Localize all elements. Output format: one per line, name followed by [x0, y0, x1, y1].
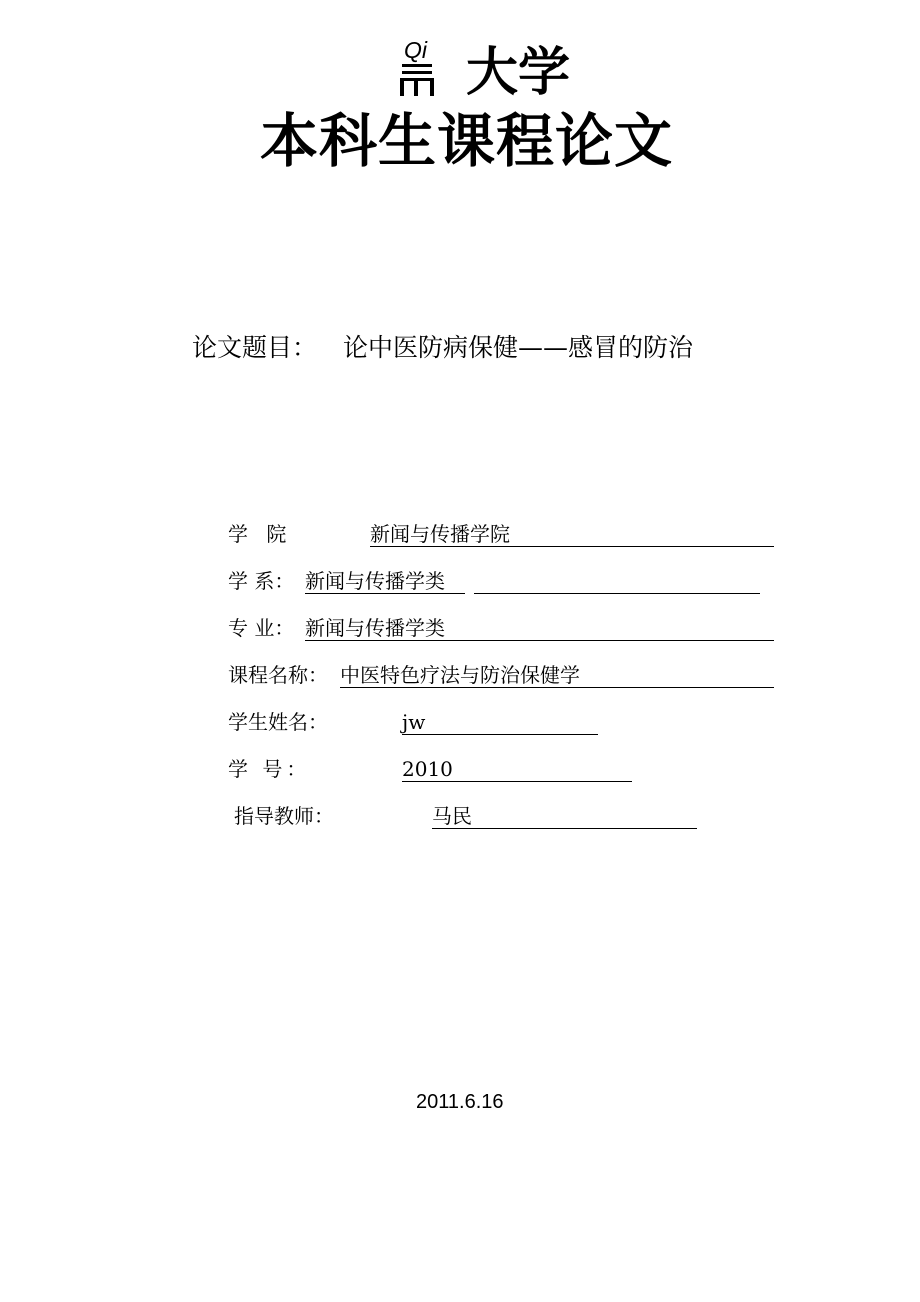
document-title: 本科生课程论文 [260, 107, 674, 175]
student-label: 学生姓名： [228, 710, 328, 734]
thesis-topic-label: 论文题目： [192, 333, 318, 362]
thesis-topic [192, 330, 693, 366]
course-value: 中医特色疗法与防治保健学 [340, 663, 580, 687]
department-value: 新闻与传播学类 [305, 569, 445, 593]
thesis-topic-value: 论中医防病保健——感冒的防治 [343, 333, 694, 362]
major-value: 新闻与传播学类 [305, 616, 445, 640]
college-label: 学 院 [228, 522, 293, 546]
logo-post-right [430, 78, 434, 96]
department-field [305, 567, 465, 594]
student-value: jw [402, 710, 426, 734]
student-field [402, 708, 598, 735]
logo-post-mid [414, 78, 418, 96]
id-field [402, 755, 632, 782]
logo-letters: Qi [404, 37, 427, 63]
college-field [370, 520, 774, 547]
university-name: 大学 [466, 43, 571, 103]
course-label: 课程名称： [228, 663, 328, 687]
logo-post-left [400, 78, 404, 96]
university-logo [396, 38, 442, 102]
major-label: 专 业： [228, 616, 295, 640]
college-value: 新闻与传播学院 [370, 522, 510, 546]
department-label: 学 系： [228, 569, 295, 593]
submission-date: 2011.6.16 [416, 1091, 504, 1113]
advisor-label: 指导教师： [234, 804, 334, 828]
advisor-field [432, 802, 697, 829]
advisor-value: 马民 [432, 804, 472, 828]
logo-bar-top [402, 64, 432, 67]
major-field [305, 614, 774, 641]
id-value: 2010 [402, 757, 453, 781]
logo-bar-mid [402, 71, 432, 74]
department-blank-line [474, 567, 760, 594]
course-field [340, 661, 774, 688]
id-label: 学 号： [228, 757, 311, 781]
